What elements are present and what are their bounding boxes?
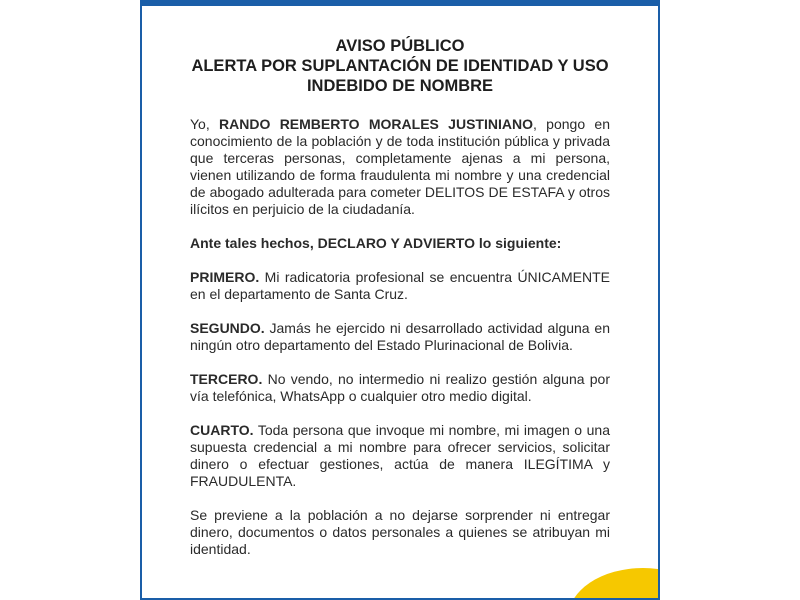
title-line-2: ALERTA POR SUPLANTACIÓN DE IDENTIDAD Y USO INDEBIDO DE NOMBRE xyxy=(191,57,609,95)
point-text: No vendo, no intermedio ni realizo gestión alguna por vía telefónica, WhatsApp o cualquier otro medio digital. xyxy=(190,371,610,404)
notice-sheet xyxy=(140,0,660,600)
title-line-1: AVISO PÚBLICO xyxy=(335,37,465,55)
point-label: PRIMERO. xyxy=(190,269,260,285)
point-text: Mi radicatoria profesional se encuentra ÚNICAMENTE en el departamento de Santa Cruz. xyxy=(190,269,610,302)
closing-paragraph: Se previene a la población a no dejarse sorprender ni entregar dinero, documentos o datos personales a quienes se atribuyan mi identidad. xyxy=(190,507,610,557)
point-text: Toda persona que invoque mi nombre, mi imagen o una supuesta credencial a mi nombre para ofrecer servicios, solicitar dinero o efectuar gestiones, actúa de manera ILEGÍTIMA y FRAUDULENTA. xyxy=(190,422,610,489)
notice-title xyxy=(190,36,610,96)
point-label: TERCERO. xyxy=(190,371,263,387)
declaration-heading: Ante tales hechos, DECLARO Y ADVIERTO lo siguiente: xyxy=(190,235,562,251)
point-segundo xyxy=(190,320,610,354)
point-text: Jamás he ejercido ni desarrollado actividad alguna en ningún otro departamento del Estado Plurinacional de Bolivia. xyxy=(190,320,610,353)
top-accent-bar xyxy=(142,0,658,6)
point-tercero xyxy=(190,371,610,405)
point-cuarto xyxy=(190,422,610,490)
intro-before: Yo, xyxy=(190,116,220,132)
point-label: SEGUNDO. xyxy=(190,320,265,336)
intro-paragraph xyxy=(190,116,610,218)
point-primero xyxy=(190,269,610,303)
point-label: CUARTO. xyxy=(190,422,254,438)
intro-after: , pongo en conocimiento de la población y de toda institución pública y privada que terceras personas, completamente ajenas a mi persona, vienen utilizando de forma fraudulenta mi nombre y una credencial de abogado adulterada para cometer DELITOS DE ESTAFA y otros ilícitos en perjuicio de la ciudadanía. xyxy=(190,116,610,217)
declarant-name: RANDO REMBERTO MORALES JUSTINIANO xyxy=(219,116,533,132)
notice-content xyxy=(190,36,610,575)
